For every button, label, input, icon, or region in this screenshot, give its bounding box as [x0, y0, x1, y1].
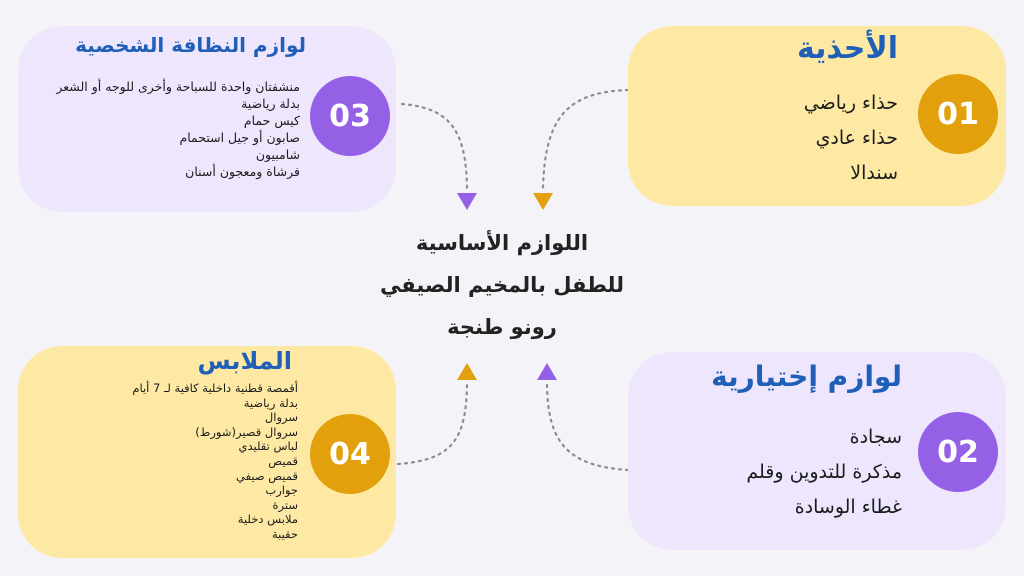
list-item: سندالا — [850, 162, 898, 184]
list-item: حذاء عادي — [815, 127, 898, 149]
list-item: جوارب — [265, 483, 298, 498]
card-optional-title: لوازم إختيارية — [711, 360, 902, 393]
card-hygiene — [18, 26, 396, 212]
list-item: لباس تقليدي — [238, 439, 298, 454]
list-item: سترة — [272, 497, 298, 512]
card-shoes-title: الأحذية — [796, 31, 898, 66]
badge-02: 02 — [918, 412, 998, 492]
list-item: قميص — [268, 453, 298, 468]
connector-clothes — [398, 385, 467, 464]
center-title — [352, 222, 652, 348]
card-clothes-items — [132, 381, 298, 542]
list-item: سروال — [264, 410, 298, 425]
list-item: سروال قصير(شورط) — [195, 424, 298, 439]
list-item: شامبيون — [255, 147, 300, 162]
arrow-up-purple-icon — [537, 363, 557, 380]
connector-optional — [547, 385, 628, 470]
center-title-line1: اللوازم الأساسية — [415, 231, 589, 255]
center-title-line3: رونو طنجة — [447, 315, 557, 339]
card-shoes-items — [804, 86, 898, 191]
list-item: حقيبة — [271, 526, 298, 541]
card-hygiene-items — [56, 78, 300, 180]
card-hygiene-title: لوازم النظافة الشخصية — [75, 33, 306, 57]
list-item: ملابس دخلية — [237, 512, 298, 527]
card-clothes-title: الملابس — [197, 347, 292, 375]
card-optional — [628, 352, 1006, 550]
list-item: سجادة — [849, 426, 902, 448]
list-item: حذاء رياضي — [803, 92, 898, 114]
list-item: قميص صيفي — [236, 468, 298, 483]
connector-hygiene — [402, 104, 467, 188]
badge-03: 03 — [310, 76, 390, 156]
center-title-line2: للطفل بالمخيم الصيفي — [379, 273, 624, 297]
list-item: فرشاة ومعجون أسنان — [185, 164, 300, 179]
list-item: بدلة رياضية — [243, 395, 298, 410]
card-shoes — [628, 26, 1006, 206]
badge-01: 01 — [918, 74, 998, 154]
list-item: صابون أو جيل استحمام — [179, 130, 300, 145]
arrow-up-yellow-icon — [457, 363, 477, 380]
card-clothes — [18, 346, 396, 558]
badge-04: 04 — [310, 414, 390, 494]
list-item: أقمصة قطنية داخلية كافية لـ 7 أيام — [132, 381, 298, 395]
list-item: منشفتان واحدة للسباحة وأخرى للوجه أو الشعر — [56, 79, 300, 94]
list-item: غطاء الوسادة — [794, 496, 902, 518]
connector-shoes — [543, 90, 628, 188]
list-item: كيس حمام — [243, 113, 300, 128]
list-item: مذكرة للتدوين وقلم — [746, 461, 902, 483]
card-optional-items — [746, 420, 902, 525]
list-item: بدلة رياضية — [241, 96, 300, 111]
arrow-down-purple-icon — [457, 193, 477, 210]
arrow-down-yellow-icon — [533, 193, 553, 210]
